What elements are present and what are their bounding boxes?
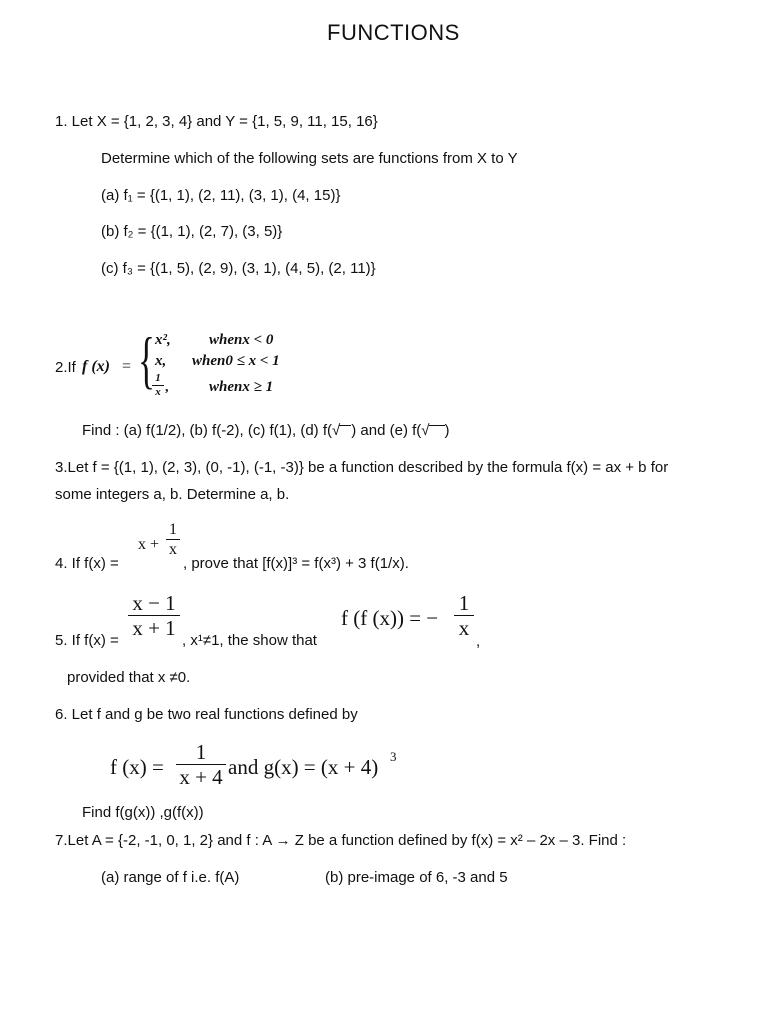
q2-find-a: Find : (a) f(1/2), (b) f(-2), (c) f(1), (d) f(	[82, 422, 333, 439]
q2-fx: f (x)	[82, 358, 110, 375]
page-title: FUNCTIONS	[327, 20, 460, 45]
q5-provided: provided that x ≠0.	[67, 669, 191, 686]
q5-fraction	[128, 592, 180, 639]
q5-rhs-comma: ,	[476, 633, 481, 650]
q6-statement: 6. Let f and g be two real functions defined by	[55, 706, 358, 723]
q2-case3-num: 1	[155, 372, 161, 384]
q6-g-exponent: 3	[390, 749, 397, 764]
sqrt-icon: √	[421, 422, 430, 439]
q4-suffix: , prove that [f(x)]³ = f(x³) + 3 f(1/x).	[183, 555, 409, 572]
q3-line-2: some integers a, b. Determine a, b.	[55, 486, 290, 503]
fraction-bar	[166, 539, 180, 540]
q5-rhs-fraction	[454, 592, 474, 639]
q3-line-1: 3.Let f = {(1, 1), (2, 3), (0, -1), (-1, -3)} be a function described by the formula f(x) = ax + b for	[55, 459, 669, 476]
q2-case3-fraction	[152, 373, 164, 398]
sqrt-overline	[339, 425, 351, 436]
q5-frac-den: x + 1	[132, 616, 176, 640]
sqrt-overline	[429, 425, 445, 436]
q5-condition: , x¹≠1, the show that	[182, 632, 317, 649]
q5-rhs-num: 1	[458, 591, 470, 615]
q7-part-b: (b) pre-image of 6, -3 and 5	[325, 869, 508, 886]
sqrt-icon: √	[332, 422, 341, 439]
q6-f-lhs: f (x) =	[110, 755, 164, 779]
q6-frac-den: x + 4	[179, 765, 223, 789]
q4-frac-num: 1	[169, 521, 177, 538]
q2-case2-cond: when0 ≤ x < 1	[192, 353, 280, 369]
q1-instruction: Determine which of the following sets are functions from X to Y	[101, 150, 518, 167]
q7-statement: 7.Let A = {-2, -1, 0, 1, 2} and f : A → Z be a function defined by f(x) = x² – 2x – 3. Find :	[55, 832, 627, 849]
q2-case3-cond: whenx ≥ 1	[209, 379, 274, 395]
q4-prefix: 4. If f(x) =	[55, 555, 119, 572]
q2-equals: =	[122, 358, 132, 375]
q2-case3-den: x	[155, 386, 161, 398]
q1-option-a: (a) f₁ = {(1, 1), (2, 11), (3, 1), (4, 15)}	[101, 187, 341, 204]
q5-rhs-lhs: f (f (x)) = −	[341, 606, 439, 630]
q2-case2-expr: x,	[155, 353, 167, 369]
q2-case1-expr: x²,	[155, 332, 171, 348]
q1-statement: 1. Let X = {1, 2, 3, 4} and Y = {1, 5, 9, 11, 15, 16}	[55, 113, 378, 130]
q6-frac-num: 1	[195, 740, 207, 764]
q6-and-g: and g(x) = (x + 4)	[228, 755, 379, 779]
q1-option-b: (b) f₂ = {(1, 1), (2, 7), (3, 5)}	[101, 223, 283, 240]
q6-fraction	[176, 741, 226, 788]
q1-option-c: (c) f₃ = {(1, 5), (2, 9), (3, 1), (4, 5), (2, 11)}	[101, 260, 376, 277]
q2-case1-cond: whenx < 0	[209, 332, 274, 348]
q5-prefix: 5. If f(x) =	[55, 632, 119, 649]
q4-fraction	[166, 521, 180, 558]
q2-prefix: 2.If	[55, 359, 76, 376]
piecewise-brace: {	[138, 324, 155, 395]
q6-find: Find f(g(x)) ,g(f(x))	[82, 804, 204, 821]
q5-rhs-den: x	[458, 616, 470, 640]
q4-frac-den: x	[169, 541, 177, 558]
q2-find-line	[82, 422, 450, 439]
q4-expr-x: x +	[138, 536, 160, 553]
q2-find-mid: ) and (e) f(	[351, 422, 422, 439]
q2-find-end: )	[444, 422, 450, 439]
q7-part-a: (a) range of f i.e. f(A)	[101, 869, 240, 886]
q5-frac-num: x − 1	[132, 591, 176, 615]
q2-case3-comma: ,	[165, 380, 169, 395]
